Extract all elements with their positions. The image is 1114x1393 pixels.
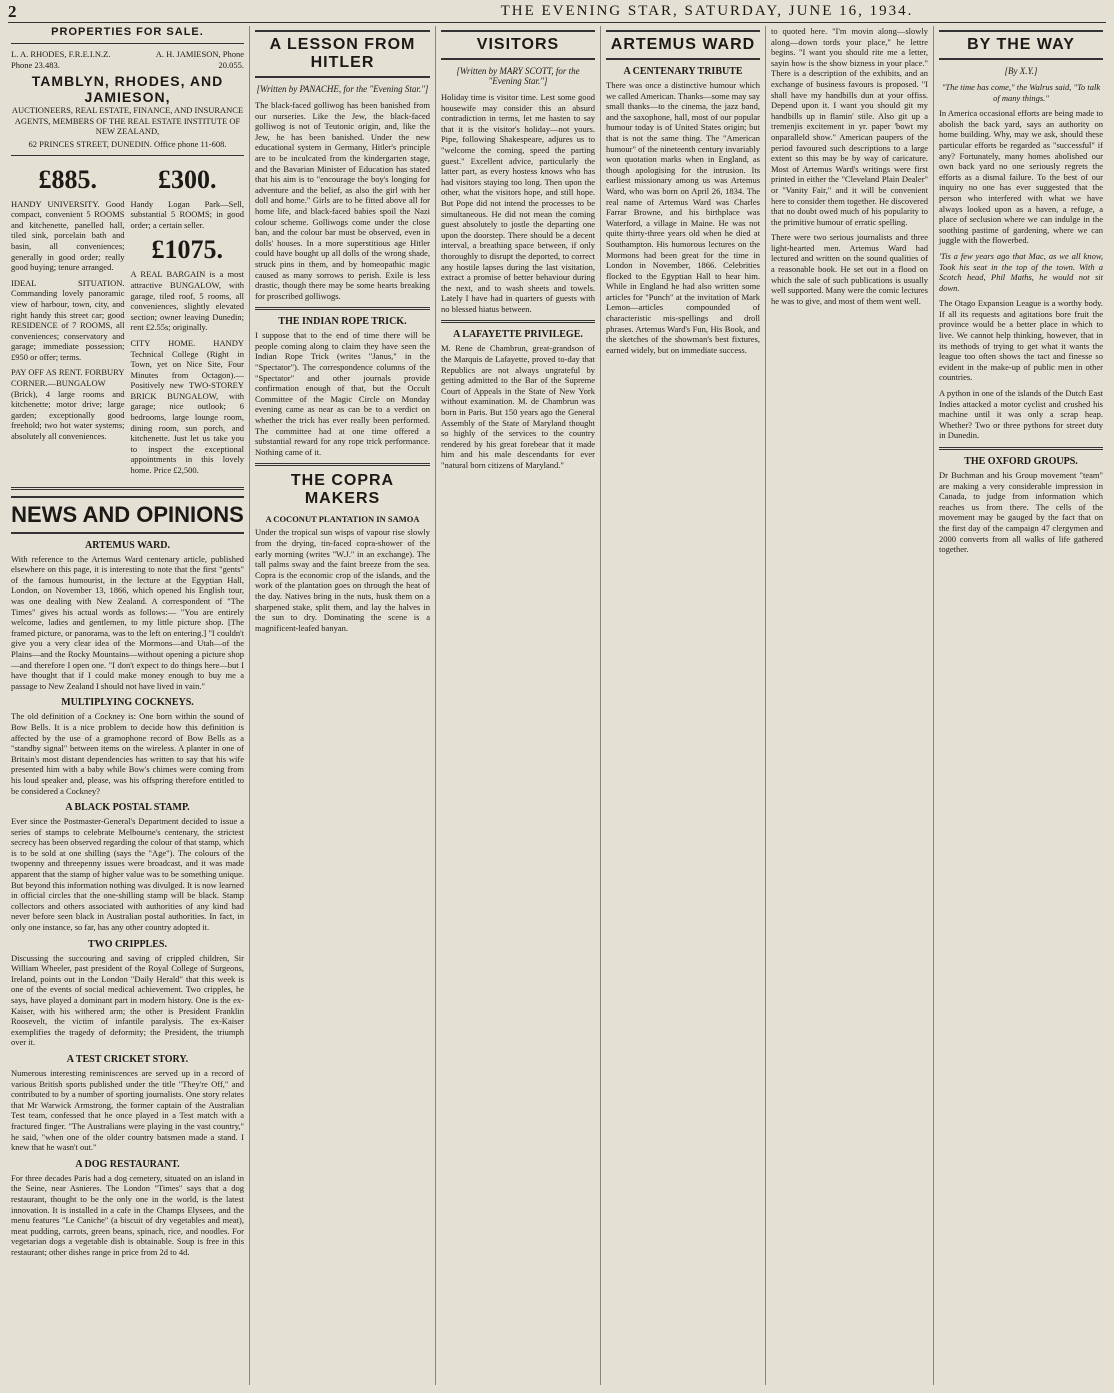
dog-restaurant-text: For three decades Paris had a dog cemetery, situated on an island in the Seine, near Asnieres. The London "Times" says that a dog restaurant, thought to be the only one in the world, is the latest innovation. It is installed in a cafe in the Champs Elysees, and the menu features "Le Caniche" (a biscuit of dry vegetables and meat), meat pudding, carrots, green beans, spinach, rice, and noodles. For vegetarian dogs a vegetable dish is obtainable. Soup is free in this restaurant; other dishes range in price from 2d to 4d. (11, 1172, 244, 1257)
ad-price-300: £300. (158, 164, 217, 194)
by-the-way-headline: BY THE WAY (939, 30, 1103, 60)
cockneys-subhead: MULTIPLYING COCKNEYS. (61, 697, 194, 709)
agent-right: A. H. JAMIESON, Phone 20.055. (155, 49, 244, 70)
test-cricket-subhead: A TEST CRICKET STORY. (66, 1053, 189, 1065)
test-cricket-text: Numerous interesting reminiscences are served up in a record of various British sports published under the title "They're Off," and contributed to by a number of sporting journalists. One story relates that Mr Warwick Armstrong, the former captain of the Australian Test team, confessed that he once played in a Test match with a fractured finger. "The Australians were playing in the vast country," he said, "when one of the older country batsmen made a stand. I knew that he wasn't out." (11, 1067, 244, 1153)
lafayette-privilege-text: M. Rene de Chambrun, great-grandson of the Marquis de Lafayette, proved to-day that Republics are not always ungrateful by getting admitted to the Bar of the Supreme Court of Appeals in the State of New York without examination. M. de Chambrun was born in Paris. But 150 years ago the General Assembly of the State of Maryland thought so highly of the services to the country rendered by his great forebear that it made him and his male descendants for ever "natural born citizens of Maryland." (441, 343, 595, 470)
agent-left: L. A. RHODES, F.R.E.I.N.Z. Phone 23.483. (11, 49, 111, 70)
two-cripples-text: Discussing the succouring and saving of crippled children, Sir William Wheeler, past president of the Royal College of Surgeons, Ireland, points out in the London "Daily Herald" that this week is one of the events of social medical achievement. Two cripples, he says, have played a dominant part in modern history. One is the ex-Kaiser, with his withered arm; the other is President Franklin Roosevelt, the victim of infantile paralysis. The ex-Kaiser exemplifies the tragedy of deformity; the President, the triumph over it. (11, 952, 244, 1048)
by-the-way-byline: [By X.Y.] (1004, 66, 1038, 76)
cockneys-text: The old definition of a Cockney is: One born within the sound of Bow Bells. It is a nice problem to decide how this definition is affected by the use of a gramophone record of Bow Bells as a "standby signal" between items on the wireless. A planter in one of Britain's most distant dependencies has written to say that his wife presented him with a baby while Bow's chimes were coming from his loud speaker and, please, was his offspring therefore entitled to be considered a Cockney? (11, 711, 244, 796)
visitors-byline: [Written by MARY SCOTT, for the "Evening Star."] (456, 66, 580, 86)
dog-restaurant-subhead: A DOG RESTAURANT. (75, 1158, 180, 1170)
copra-makers-headline: THE COPRA MAKERS (290, 472, 395, 508)
rope-trick-text: I suppose that to the end of time there will be people coming along to claim they have seen the Indian Rope Trick (writes "Janus," in the "Spectator"). The correspondence columns of the "Spectator" and other journals provide confirmation enough of that, but the Occult Committee of the Magic Circle on Monday evening came as near as can be to a verdict on whether the trick has ever really been performed. The committee had at one time offered a substantial reward for any rope trick performance. Nothing came of it. (255, 330, 430, 457)
ad-text-handy-university: HANDY UNIVERSITY. Good compact, convenient 5 ROOMS and kitchenette, panelled hall, tiled sink, porcelain bath and basin, all conveniences; generally in good order; really good buying; tenure arranged. (11, 198, 125, 273)
oxford-groups-subhead: THE OXFORD GROUPS. (964, 456, 1078, 467)
artemus-continued-text: to quoted here. "I'm movin along—slowly along—down tords your place," he lettre begins. "I want you should rite me a letter, sayin how is the show bizness in your place." There is a description of the exhibits, and an exchange of business favours is proposed. "I shall have my handbills dun at your offiss. Depend upon it. I want you should git my handbills up in flamin' stile. Also git up a tremenjis excitement in yr. paper 'bowt my onparalleld show." American paupers of the period favoured such descriptions to a large extent so this may be by way of caricature. Most of Artemus Ward's writings were first printed in either the "Cleveland Plain Dealer" or "Vanity Fair," and it will be convenient here to consider them together. He discovered that no doubt owed much of his popularity to the primitive humour of erratic spelling. (771, 26, 928, 227)
oxford-groups-text: Dr Buchman and his Group movement "team" are making a very considerable impression in Canada, to judge from information which reaches us from there. The cells of the movement may be gauged by the fact that on the first day of the campaign 47 clergymen and 2000 converts from all walks of life gathered together. (939, 470, 1103, 555)
firm-address: 62 PRINCES STREET, DUNEDIN. Office phone 11-608. (28, 138, 227, 149)
visitors-headline: VISITORS (441, 30, 595, 60)
copra-makers-subhead: A COCONUT PLANTATION IN SAMOA (265, 514, 420, 525)
copra-makers-text: Under the tropical sun wisps of vapour rise slowly from the drying, tin-faced copra-shower of the early morning (writes "W.J." in an exchange). The tall palms sway and the faint breeze from the sea. Copra is the economic crop of the islands, and the work of the plantation goes on through the heat of the day. Natives bring in the nuts, husk them on a sharpened stake, split them, and lay the halves in the sun to dry. Dominating the scene is a magnificent-leafed banyan. (255, 527, 430, 633)
by-the-way-text: In America occasional efforts are being made to abolish the back yard, says an authority on home building. Why, may we ask, should these particular efforts be regarded as "successful" if any? Fortunately, many homes abolished our own back yard no one seriously regrets the efforts as a dismal failure. To the best of our inquiry no one has ever suggested that the person who interfered with what we have always looked upon as a haven, a refuge, a place of seclusion where we can indulge in the soothing pastime of gardening, where we can juggle with the flowerbed. (939, 108, 1103, 246)
column-by-the-way (934, 26, 1108, 1385)
artemus-ward-headline: ARTEMUS WARD (606, 30, 760, 60)
by-the-way-rhyme: 'Tis a few years ago that Mac, as we all know, Took his seat in the top of the town. With a Scotch head, Phil Maths, he would not sit down. (939, 250, 1103, 293)
artemus-ward-article-text: There was once a distinctive humour which we called American. Thanks—some may say small thanks—to the cinema, the jazz band, and the saxophone, hall, most of our popular humour today is of United States origin; but that is not the same thing. The "American humour" of the nineteenth century invariably won quotation marks when in England, as though apologising for the intrusion. Its earliest missionary among us was Artemus Ward, who was born on April 26, 1834. The real name of Artemus Ward was Charles Farrar Browne, and his birthplace was Waterford, a village in Maine. He was not quite thirty-three years old when he died at Southampton. His humorous lectures on the Mormons had been great for the time in London in November, 1866. Celebrities flocked to the Egyptian Hall to hear him. While in England he had also written some articles for "Punch" at the invitation of Mark Lemon—articles compounded of characteristic mis-spellings and droll phrases. Artemus Ward's Fun, His Book, and the sketches of the showman's best fixtures, earned widely, but on immediate success. (606, 80, 760, 355)
column-classifieds-news (6, 26, 250, 1385)
column-visitors (436, 26, 601, 1385)
ad-price-1075: £1075. (151, 235, 223, 265)
column-artemus-ward (601, 26, 766, 1385)
postal-stamp-subhead: A BLACK POSTAL STAMP. (65, 802, 190, 814)
postal-stamp-text: Ever since the Postmaster-General's Department decided to issue a series of stamps to celebrate Melbourne's centenary, the strictest secrecy has been observed regarding the colour of that stamp, which is to be sold at one shilling (says the "Age"). The colours of the twopenny and threepenny issues were broadcast, and it was made apparent that the stamp of higher value was to be something unique. But beyond this information nothing was divulged. It is now learned in official circles that the one-shilling stamp will be black. Stamp collectors and others associated with authorities of any kind had never before seen black in Australian postal authorities. In fact, in only one instance, so far, has any other country adopted it. (11, 816, 244, 933)
ad-text-ideal-situation: IDEAL SITUATION. Commanding lovely panoramic view of harbour, town, city, and right handy this street car; good RESIDENCE of 7 ROOMS, all conveniences; conservatory and garage; immediate possession; £950 or offer; terms. (11, 277, 125, 362)
lafayette-privilege-subhead: A LAFAYETTE PRIVILEGE. (453, 329, 583, 341)
page-number: 2 (8, 2, 17, 21)
column-lesson-from-hitler (250, 26, 436, 1385)
ad-text-city-home: CITY HOME. HANDY Technical College (Right in Town, yet on Nice Site, Four Minutes from Octagon).—Positively new TWO-STOREY BRICK BUNGALOW, with garage; nice outlook; 6 bedrooms, large lounge room, dining room, sun porch, and kitchenette. Just let us take you to inspect the exceptional appointments in this lovely home. Price £2,500. (130, 337, 244, 476)
by-the-way-epigraph: "The time has come," the Walrus said, "To talk of many things." (941, 82, 1101, 103)
python-text: A python in one of the islands of the Dutch East Indies attacked a motor cyclist and crushed his machine until it was only a scrap heap. Whether? Two or three pythons for street duty in Dunedin. (939, 388, 1103, 441)
artemus-ward-text: With reference to the Artemus Ward centenary article, published elsewhere on this page, it is interesting to note that the first "gents" of the famous humourist, in the lecture at the Egyptian Hall, London, on November 13, 1866, which opened his English tour, was one dealing with New Zealand. A correspondent of "The Times" gives his actual words as follows:— "You are entirely welcome, ladies and gentlemen, to my little picture shop. [The framed picture, or panorama, was to the left on entering.] "I couldn't give you a very clear idea of the Mormons—and Utah—of the Plains—and the Rocky Mountains—without opening a picture shop—and therefore I open one. "I don't expect to do things here—but I have thought that if I could make money enough to buy me a passage to New Zealand I should not have lived in vain." (11, 553, 244, 691)
artemus-ward-subhead: ARTEMUS WARD. (84, 539, 171, 551)
ad-text-logan-park: Handy Logan Park—Sell, substantial 5 ROOMS; in good order; a certain seller. (130, 198, 244, 230)
rope-trick-subhead: THE INDIAN ROPE TRICK. (278, 316, 407, 328)
lesson-from-hitler-text: The black-faced golliwog has been banished from our nurseries. Like the Jew, the black-faced golliwog is not of Teutonic origin, and, like the Jew, he has been banished. Under the new educational system in Germany, Hitler's principle are to be inculcated from the kindergarten stage, and the Bavarian Minister of Education has stated that his aim is to "encourage the boy's longing for adventure and the belief, as also the girl with her doll and home." Girls are to be fitted above all for home life, and black-faced babies spoil the Nazi colour scheme. Golliwogs come under the close ban, and the colour bar must be observed, even in dolls' houses. In a more superstitious age Hitler could have bought up all dolls of the wrong shade, struck pins in them, and by homeopathic magic caused as many sorrows to perish. Exile is less drastic, though there may be some hearts breaking for proscribed golliwogs. (255, 100, 430, 301)
news-and-opinions-headline: NEWS AND OPINIONS (11, 496, 244, 534)
artemus-continued-text-2: There were two serious journalists and three light-hearted men. Artemus Ward had lectured and written on the sound qualities of a reasonable book. He set out in a flood on which the sale of such publications is usually well supported. Many were the comic lectures he was to give, and most of them went well. (771, 232, 928, 306)
ad-text-pay-off-as-rent: PAY OFF AS RENT. FORBURY CORNER.—BUNGALOW (Brick), 4 large rooms and kitchenette; motor drive; large garden; exceptionally good freehold; two hot water systems; absolutely all conveniences. (11, 367, 125, 442)
ad-text-real-bargain: A REAL BARGAIN is a most attractive BUNGALOW, with garage, tiled roof, 5 rooms, all conveniences, slightly elevated section; owner leaving Dunedin; rent £2.55s; originally. (130, 269, 244, 333)
masthead (8, 2, 1106, 23)
by-the-way-text-2: The Otago Expansion League is a worthy body. If all its requests and agitations bore fruit the province would be a better place in which to live. We cannot help thinking, however, that in its methods of trying to get what it wants the league too often shows the tact and finesse so evident in the make-up of public men in other countries. (939, 298, 1103, 383)
lesson-from-hitler-headline: A LESSON FROM HITLER (255, 30, 430, 78)
section-title-properties: PROPERTIES FOR SALE. (51, 26, 204, 38)
newspaper-title-line: THE EVENING STAR, SATURDAY, JUNE 16, 1934. (500, 3, 914, 19)
centenary-tribute-subhead: A CENTENARY TRIBUTE (623, 66, 743, 77)
column-artemus-continued (766, 26, 934, 1385)
firm-description: AUCTIONEERS, REAL ESTATE, FINANCE, AND INSURANCE AGENTS, MEMBERS OF THE REAL ESTATE INSTITUTE OF NEW ZEALAND, (11, 105, 244, 137)
ad-price-885: £885. (38, 164, 97, 194)
lesson-from-hitler-byline: [Written by PANACHE, for the "Evening Star."] (256, 84, 429, 94)
firm-name: TAMBLYN, RHODES, AND JAMIESON, (31, 73, 224, 106)
visitors-text: Holiday time is visitor time. Lest some good housewife may consider this an absurd contradiction in terms, let me hasten to say that it is the visitor's holiday—not yours. Pipe, following Shakespeare, adjures us to "welcome the coming, speed the parting guest." Excellent advice, particularly the latter part, as every hostess knows who has had visitors staying too long. Then upon the other, what the visitors hope, and still hope. But Pope did not intend the processes to be simultaneous. He did not mean the coming guest absolutely to jostle the departing one upon the doorstep. There should be a decent interval, a breathing space between, if only thoroughly to disrupt the deported, to correct any hostile lapses during the last visitation, extract a promise of better behaviour during the next, and to wash sheets and towels. Lately I have had in quarters of guests with no blessed hiatus between. (441, 92, 595, 314)
two-cripples-subhead: TWO CRIPPLES. (88, 938, 167, 950)
